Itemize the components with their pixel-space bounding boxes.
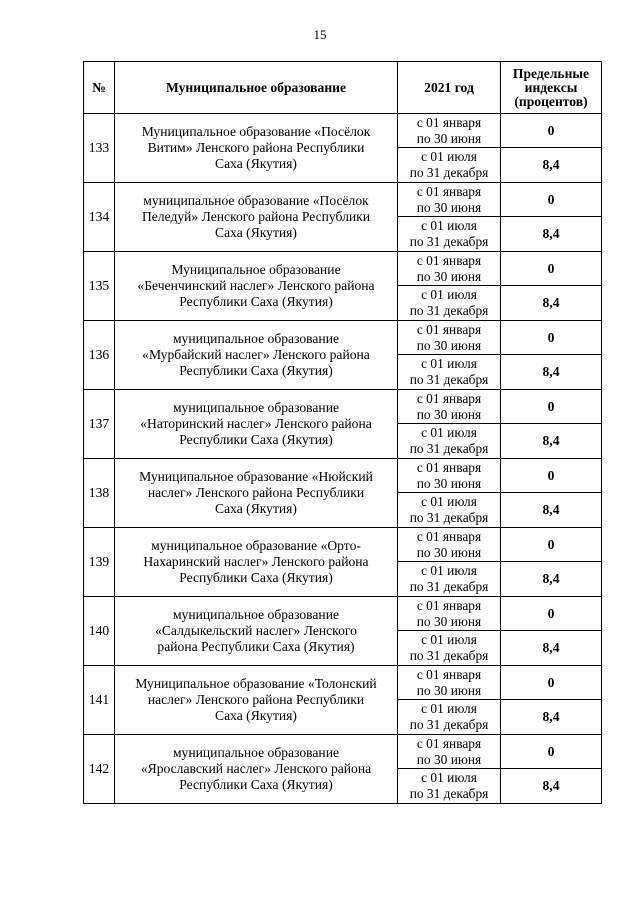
municipality-name: [115, 459, 398, 528]
municipality-name-line: Витим» Ленского района Республики: [147, 140, 365, 155]
index-value-first-half: 0: [501, 735, 602, 769]
table-row: [84, 666, 602, 700]
period-second-half-start: с 01 июля: [421, 218, 477, 233]
period-second-half-start: с 01 июля: [421, 563, 477, 578]
municipality-name-line: «Мурбайский наслег» Ленского района: [142, 347, 370, 362]
period-second-half: [398, 286, 501, 321]
municipality-name-line: Саха (Якутия): [215, 156, 297, 171]
table-row: [84, 252, 602, 286]
period-second-half-end: по 31 декабря: [409, 717, 489, 732]
period-first-half-end: по 30 июня: [416, 406, 482, 422]
municipality-name-line: «Беченчинский наслег» Ленского района: [137, 278, 375, 293]
header-index-line1: Предельные: [512, 65, 590, 81]
period-first-half-end: по 30 июня: [416, 613, 482, 629]
period-first-half-start: с 01 января: [416, 114, 482, 130]
index-value-second-half: 8,4: [501, 700, 602, 735]
row-number: 139: [84, 528, 115, 597]
index-value-second-half: 8,4: [501, 769, 602, 804]
index-value-first-half: 0: [501, 597, 602, 631]
municipality-name: [115, 114, 398, 183]
municipality-name-line: Республики Саха (Якутия): [179, 294, 333, 309]
municipality-name: [115, 252, 398, 321]
period-second-half-end: по 31 декабря: [409, 510, 489, 525]
index-value-second-half: 8,4: [501, 562, 602, 597]
row-number: 133: [84, 114, 115, 183]
period-first-half-start: с 01 января: [416, 528, 482, 544]
municipality-name-line: Муниципальное образование «Толонский: [135, 676, 377, 691]
municipality-name-line: муниципальное образование «Орто-: [151, 538, 361, 553]
municipality-name-line: Нахаринский наслег» Ленского района: [143, 554, 369, 569]
municipality-name: [115, 735, 398, 804]
period-second-half: [398, 355, 501, 390]
municipality-name-line: Республики Саха (Якутия): [179, 432, 333, 447]
municipality-name: [115, 528, 398, 597]
period-second-half: [398, 700, 501, 735]
municipality-name: [115, 390, 398, 459]
municipality-name-line: Саха (Якутия): [215, 708, 297, 723]
period-second-half: [398, 148, 501, 183]
period-first-half: [398, 735, 501, 769]
period-second-half-end: по 31 декабря: [409, 303, 489, 318]
period-first-half-end: по 30 июня: [416, 475, 482, 491]
index-value-first-half: 0: [501, 666, 602, 700]
row-number: 134: [84, 183, 115, 252]
municipality-name: [115, 666, 398, 735]
table-row: [84, 735, 602, 769]
table-row: [84, 528, 602, 562]
index-value-first-half: 0: [501, 252, 602, 286]
period-first-half-end: по 30 июня: [416, 199, 482, 215]
municipality-name-line: Муниципальное образование «Посёлок: [141, 124, 371, 139]
period-second-half-start: с 01 июля: [421, 701, 477, 716]
period-first-half-end: по 30 июня: [416, 751, 482, 767]
index-value-second-half: 8,4: [501, 631, 602, 666]
period-second-half: [398, 769, 501, 804]
period-second-half: [398, 493, 501, 528]
period-first-half-start: с 01 января: [416, 183, 482, 199]
period-first-half-start: с 01 января: [416, 390, 482, 406]
municipality-name-line: Муниципальное образование: [171, 262, 341, 277]
period-second-half-start: с 01 июля: [421, 287, 477, 302]
index-value-second-half: 8,4: [501, 424, 602, 459]
index-value-second-half: 8,4: [501, 217, 602, 252]
row-number: 136: [84, 321, 115, 390]
municipality-name: [115, 321, 398, 390]
municipality-name-line: района Республики Саха (Якутия): [157, 639, 355, 654]
period-first-half: [398, 183, 501, 217]
table-row: [84, 390, 602, 424]
municipality-name-line: Саха (Якутия): [215, 501, 297, 516]
period-first-half-start: с 01 января: [416, 321, 482, 337]
table-row: [84, 183, 602, 217]
period-first-half: [398, 528, 501, 562]
municipality-name-line: муниципальное образование: [172, 745, 340, 760]
row-number: 135: [84, 252, 115, 321]
page-number: 15: [313, 27, 327, 42]
period-second-half-start: с 01 июля: [421, 356, 477, 371]
period-first-half: [398, 252, 501, 286]
municipality-name-line: муниципальное образование: [172, 331, 340, 346]
period-second-half-end: по 31 декабря: [409, 234, 489, 249]
row-number: 142: [84, 735, 115, 804]
municipality-name-line: «Ярославский наслег» Ленского района: [140, 761, 372, 776]
municipality-name-line: Пеледуй» Ленского района Республики: [141, 209, 371, 224]
municipality-name-line: наслег» Ленского района Республики: [147, 485, 365, 500]
header-index-line3: (процентов): [514, 93, 588, 109]
period-first-half-start: с 01 января: [416, 252, 482, 268]
municipality-name-line: муниципальное образование: [172, 607, 340, 622]
table-row: [84, 321, 602, 355]
index-value-second-half: 8,4: [501, 355, 602, 390]
period-second-half-start: с 01 июля: [421, 632, 477, 647]
table-row: [84, 597, 602, 631]
period-second-half-start: с 01 июля: [421, 425, 477, 440]
municipality-name-line: Муниципальное образование «Нюйский: [139, 469, 373, 484]
index-value-first-half: 0: [501, 528, 602, 562]
period-first-half: [398, 459, 501, 493]
period-first-half: [398, 666, 501, 700]
municipality-name-line: Саха (Якутия): [215, 225, 297, 240]
period-second-half-end: по 31 декабря: [409, 165, 489, 180]
header-municipality: Муниципальное образование: [115, 62, 398, 114]
row-number: 141: [84, 666, 115, 735]
tariff-index-table: [83, 61, 602, 804]
period-first-half-start: с 01 января: [416, 735, 482, 751]
header-num: №: [84, 62, 115, 114]
header-index-line2: индексы: [524, 79, 578, 95]
period-second-half-end: по 31 декабря: [409, 441, 489, 456]
period-first-half: [398, 114, 501, 148]
period-first-half-start: с 01 января: [416, 459, 482, 475]
period-first-half-end: по 30 июня: [416, 682, 482, 698]
municipality-name-line: «Наторинский наслег» Ленского района: [140, 416, 372, 431]
municipality-name: [115, 183, 398, 252]
table-header-row: [84, 62, 602, 114]
municipality-name-line: муниципальное образование «Посёлок: [143, 193, 369, 208]
table-row: [84, 459, 602, 493]
index-value-first-half: 0: [501, 390, 602, 424]
period-first-half: [398, 321, 501, 355]
index-value-second-half: 8,4: [501, 286, 602, 321]
municipality-name-line: наслег» Ленского района Республики: [147, 692, 365, 707]
index-value-second-half: 8,4: [501, 493, 602, 528]
period-second-half-end: по 31 декабря: [409, 648, 489, 663]
municipality-name-line: Республики Саха (Якутия): [179, 363, 333, 378]
period-first-half-end: по 30 июня: [416, 268, 482, 284]
table-row: [84, 114, 602, 148]
index-value-first-half: 0: [501, 183, 602, 217]
period-second-half-end: по 31 декабря: [409, 579, 489, 594]
header-index: [501, 62, 602, 114]
index-value-first-half: 0: [501, 459, 602, 493]
index-value-first-half: 0: [501, 114, 602, 148]
period-second-half: [398, 562, 501, 597]
period-first-half: [398, 597, 501, 631]
row-number: 138: [84, 459, 115, 528]
period-second-half: [398, 631, 501, 666]
municipality-name-line: Республики Саха (Якутия): [179, 777, 333, 792]
period-second-half-start: с 01 июля: [421, 149, 477, 164]
period-first-half-end: по 30 июня: [416, 130, 482, 146]
period-second-half: [398, 217, 501, 252]
period-first-half: [398, 390, 501, 424]
index-value-first-half: 0: [501, 321, 602, 355]
municipality-name-line: Республики Саха (Якутия): [179, 570, 333, 585]
period-first-half-end: по 30 июня: [416, 337, 482, 353]
table-body: [84, 114, 602, 804]
row-number: 137: [84, 390, 115, 459]
period-second-half-end: по 31 декабря: [409, 786, 489, 801]
period-first-half-start: с 01 января: [416, 666, 482, 682]
period-second-half-end: по 31 декабря: [409, 372, 489, 387]
municipality-name: [115, 597, 398, 666]
municipality-name-line: «Салдыкельский наслег» Ленского: [155, 623, 357, 638]
period-first-half-start: с 01 января: [416, 597, 482, 613]
index-value-second-half: 8,4: [501, 148, 602, 183]
header-year: 2021 год: [398, 62, 501, 114]
municipality-name-line: муниципальное образование: [172, 400, 340, 415]
period-first-half-end: по 30 июня: [416, 544, 482, 560]
period-second-half-start: с 01 июля: [421, 770, 477, 785]
period-second-half: [398, 424, 501, 459]
row-number: 140: [84, 597, 115, 666]
period-second-half-start: с 01 июля: [421, 494, 477, 509]
